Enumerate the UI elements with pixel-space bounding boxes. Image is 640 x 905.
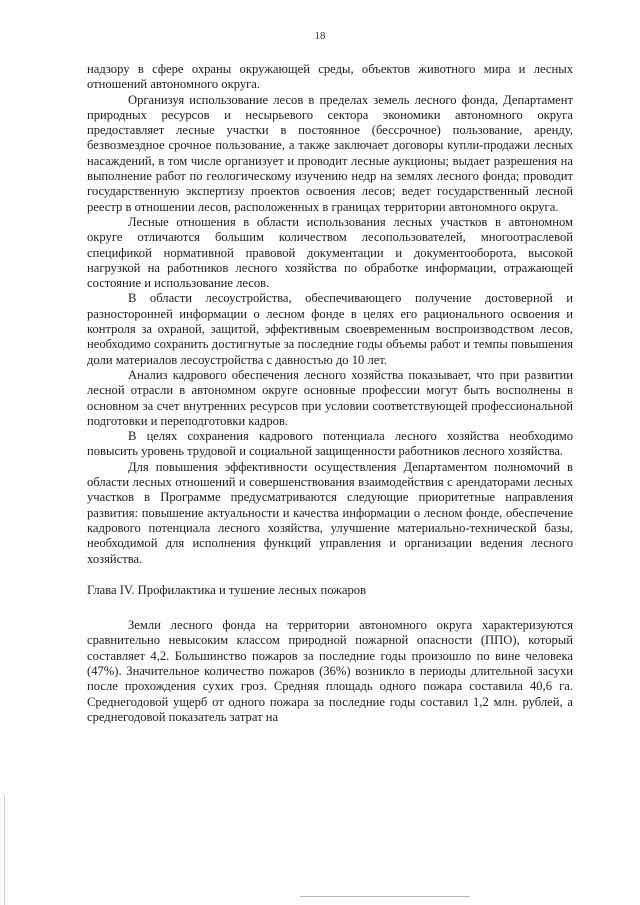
paragraph-forest-management: В области лесоустройства, обеспечивающего получение достоверной и разносторонней информации о лесном фонде в целях его рационального освоения и контроля за охраной, защитой, эффективным своевременным воспроизводством лесов, необходимо сохранить достигнутые за последние годы объемы работ и темпы повышения доли материалов лесоустройства с давностью до 10 лет. (87, 291, 573, 367)
paragraph-continuation: надзору в сфере охраны окружающей среды, объектов животного мира и лесных отношений автономного округа. (87, 62, 573, 92)
paragraph-forest-use: Организуя использование лесов в пределах земель лесного фонда, Департамент природных ресурсов и несырьевого сектора экономики автономного округа предоставляет лесные участки в постоянное (бессрочное) пользование, аренду, безвозмездное срочное пользование, а также заключает договоры купли-продажи лесных насаждений, в том числе организует и проводит лесные аукционы; выдает разрешения на выполнение работ по геологическому изучению недр на землях лесного фонда; проводит государственную экспертизу проектов освоения лесов; ведет государственный лесной реестр в отношении лесов, расположенных в границах территории автономного округа. (87, 92, 573, 214)
paragraph-forest-relations: Лесные отношения в области использования лесных участков в автономном округе отличаются большим количеством лесопользователей, многоотраслевой спецификой нормативной правовой документации и документооборота, высокой нагрузкой на работников лесного хозяйства по обработке информации, отражающей состояние и использование лесов. (87, 214, 573, 291)
paragraph-priorities: Для повышения эффективности осуществления Департаментом полномочий в области лесных отношений и совершенствования взаимодействия с арендаторами лесных участков в Программе предусматриваются следующие приоритетные направления развития: повышение актуальности и качества информации о лесном фонде, обеспечение кадрового потенциала лесного хозяйства, улучшение материально-технической базы, необходимой для исполнения функций управления и организации ведения лесного хозяйства. (87, 459, 573, 566)
paragraph-staff-protection: В целях сохранения кадрового потенциала лесного хозяйства необходимо повысить уровень трудовой и социальной защищенности работников лесного хозяйства. (87, 429, 573, 459)
chapter-heading: Глава IV. Профилактика и тушение лесных пожаров (87, 582, 367, 597)
scan-bottom-line (300, 896, 470, 897)
paragraph-staffing-analysis: Анализ кадрового обеспечения лесного хозяйства показывает, что при развитии лесной отрасли в автономном округе основные профессии могут быть восполнены в основном за счет внутренних ресурсов при условии соответствующей профессиональной подготовки и переподготовки кадров. (87, 367, 573, 428)
page-number: 18 (314, 30, 326, 42)
document-body (87, 62, 573, 725)
scan-edge-mark (4, 795, 5, 905)
paragraph-fire-hazard: Земли лесного фонда на территории автономного округа характеризуются сравнительно невысоким классом природной пожарной опасности (ППО), который составляет 4,2. Большинство пожаров за последние годы произошло по вине человека (47%). Значительное количество пожаров (36%) возникло в периоды длительной засухи после прохождения сухих гроз. Средняя площадь одного пожара составила 40,6 га. Среднегодовой ущерб от одного пожара за последние годы составил 1,2 млн. рублей, а среднегодовой показатель затрат на (87, 618, 573, 724)
